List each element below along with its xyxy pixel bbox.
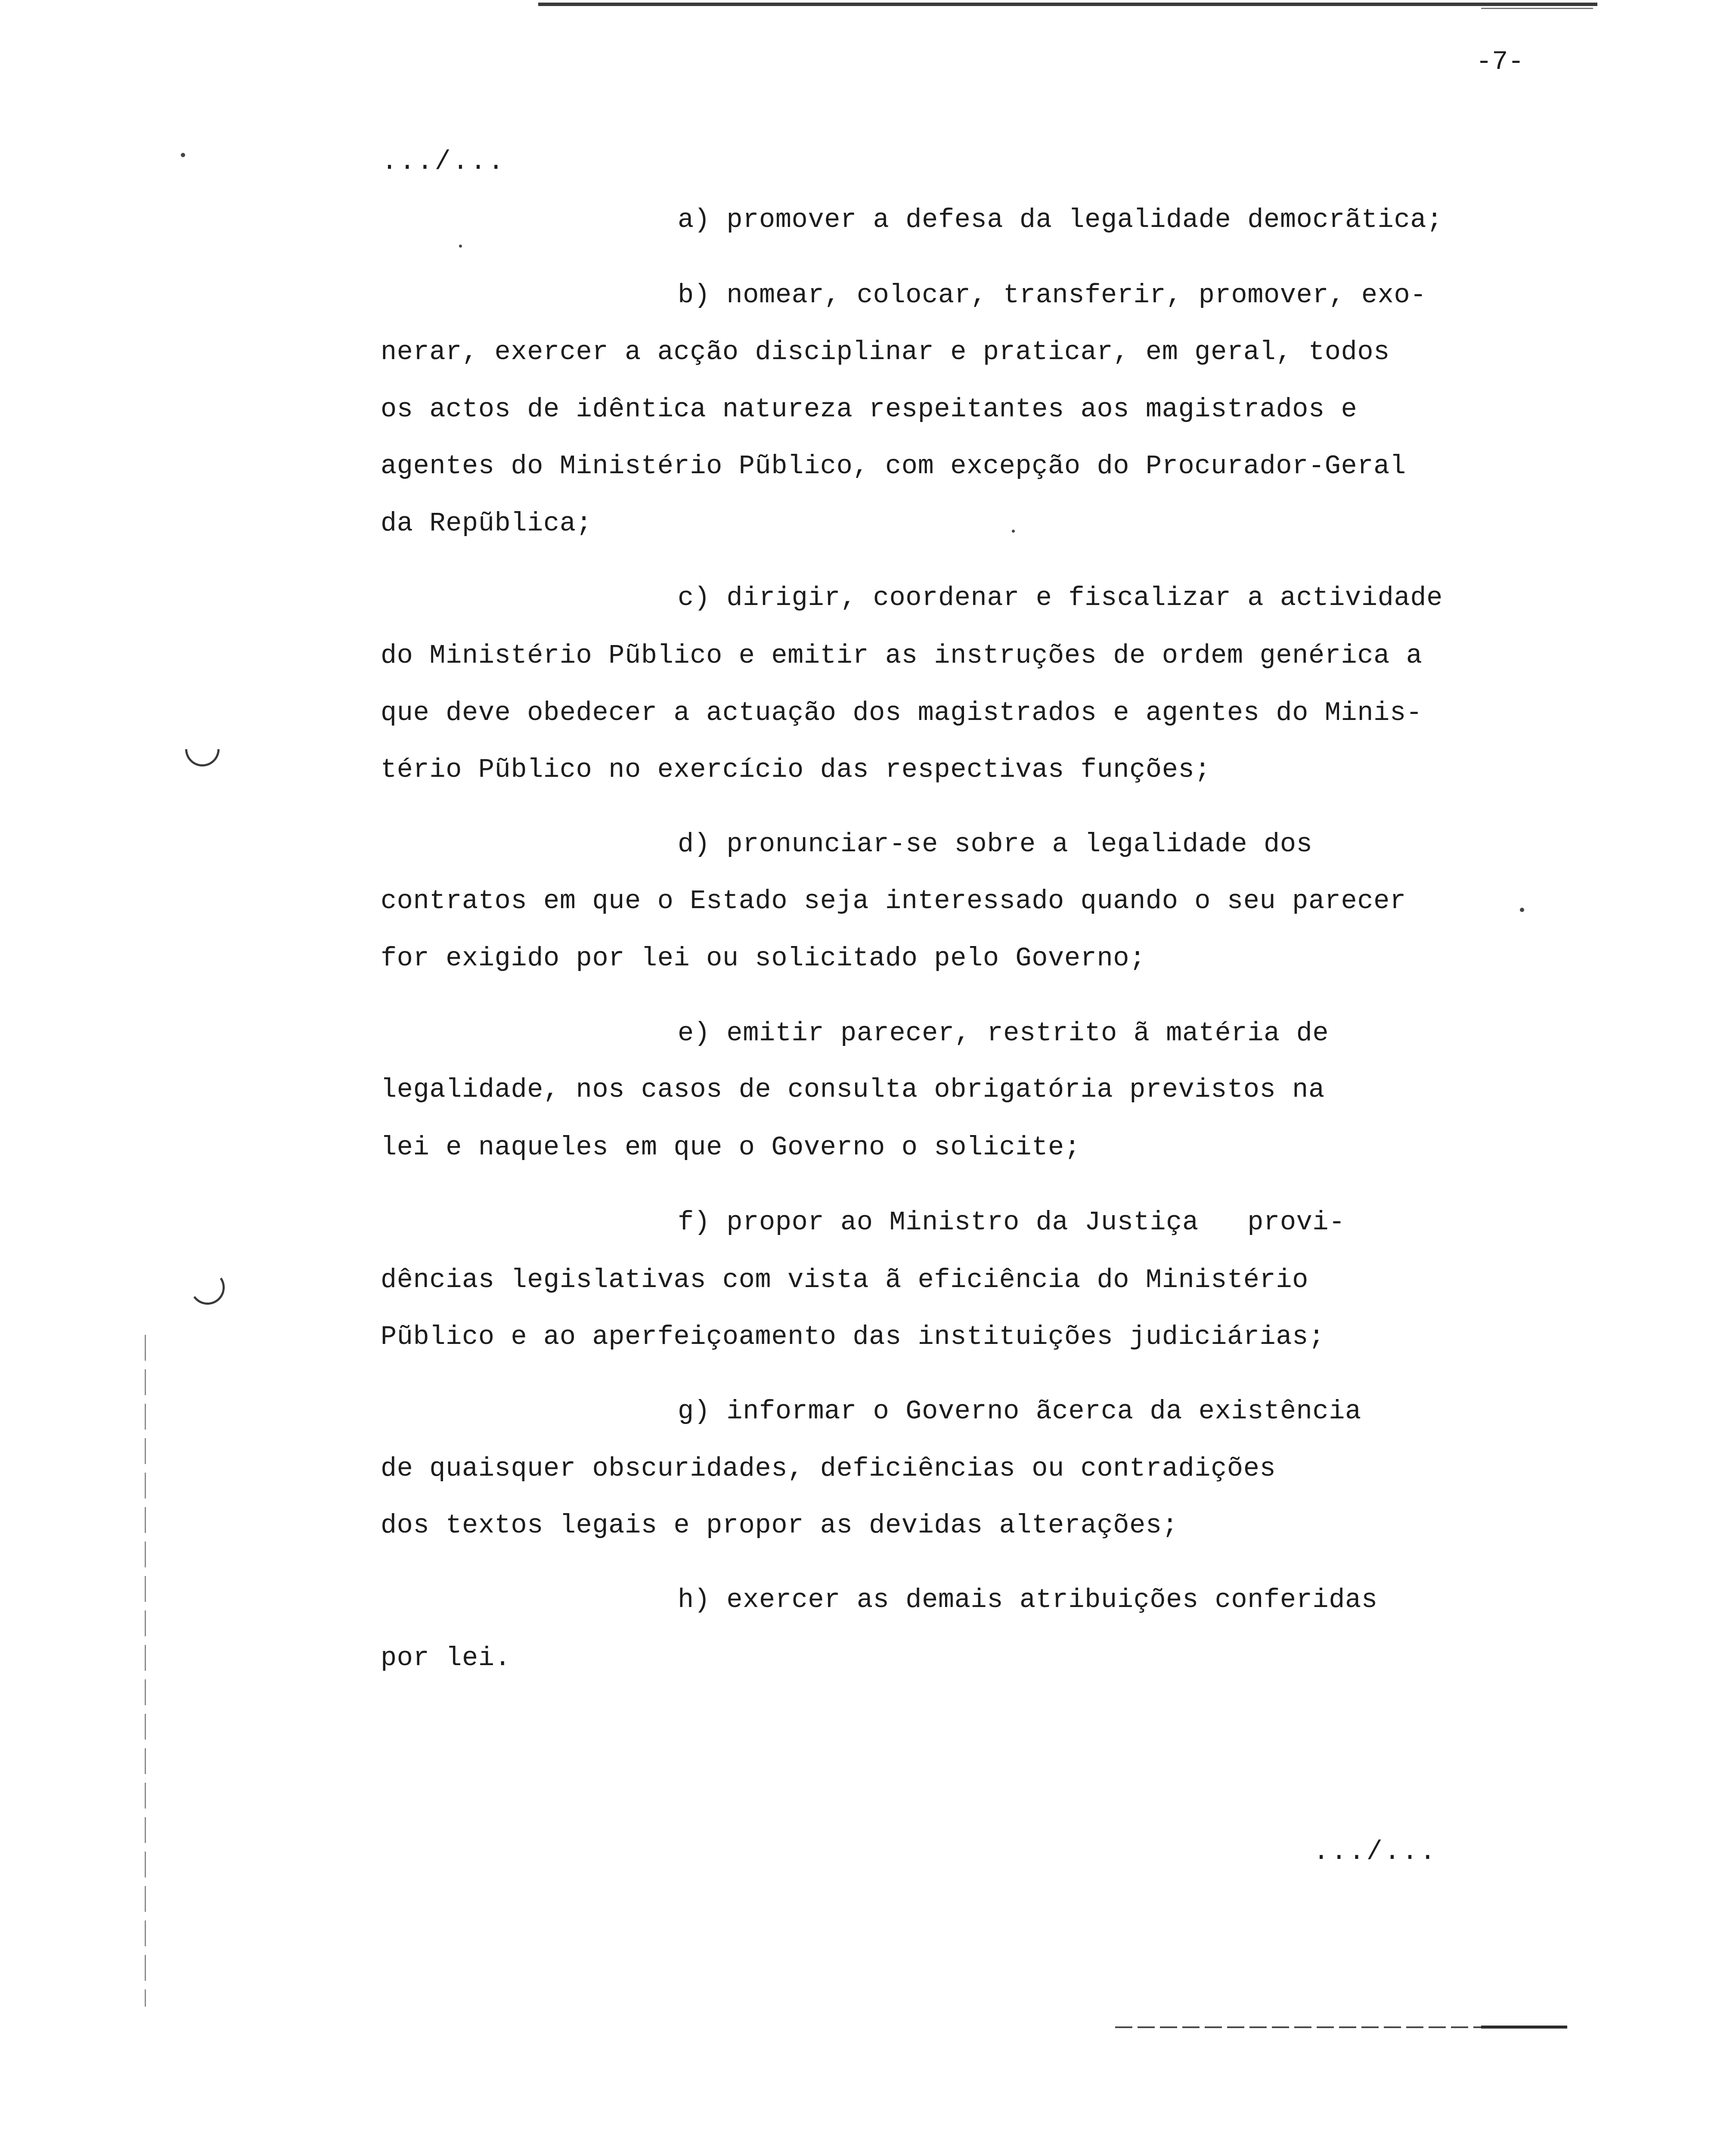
item-b-line-2: nerar, exercer a acção disciplinar e praticar, em geral, todos bbox=[381, 337, 1390, 367]
punch-hole-mark bbox=[178, 725, 226, 773]
item-b-line-3: os actos de idêntica natureza respeitantes aos magistrados e bbox=[381, 394, 1358, 425]
item-c-line-2: do Ministério Pũblico e emitir as instruções de ordem genérica a bbox=[381, 640, 1423, 671]
item-g-line-1: g) informar o Governo ãcerca da existência bbox=[678, 1396, 1361, 1427]
scan-speck bbox=[181, 153, 185, 157]
item-e-line-1: e) emitir parecer, restrito ã matéria de bbox=[678, 1018, 1329, 1049]
item-f-line-2: dências legislativas com vista ã eficiência do Ministério bbox=[381, 1265, 1308, 1295]
item-d-line-1: d) pronunciar-se sobre a legalidade dos bbox=[678, 829, 1313, 859]
punch-hole-mark bbox=[188, 1268, 228, 1308]
bottom-rule-accent bbox=[1481, 2026, 1567, 2029]
item-c-line-4: tério Pũblico no exercício das respectivas funções; bbox=[381, 754, 1211, 785]
item-g-line-3: dos textos legais e propor as devidas alterações; bbox=[381, 1510, 1178, 1541]
scan-speck bbox=[1520, 908, 1524, 912]
item-b-line-1: b) nomear, colocar, transferir, promover, exo- bbox=[678, 280, 1427, 310]
scan-speck bbox=[459, 245, 462, 248]
item-g-line-2: de quaisquer obscuridades, deficiências ou contradições bbox=[381, 1453, 1276, 1484]
item-h-line-2: por lei. bbox=[381, 1643, 511, 1673]
item-h-line-1: h) exercer as demais atribuições conferidas bbox=[678, 1585, 1378, 1615]
margin-line bbox=[145, 1335, 146, 2007]
item-f-line-3: Pũblico e ao aperfeiçoamento das instituições judiciárias; bbox=[381, 1322, 1325, 1352]
item-f-line-1: f) propor ao Ministro da Justiça provi- bbox=[678, 1207, 1345, 1238]
item-b-line-4: agentes do Ministério Pũblico, com excepção do Procurador-Geral bbox=[381, 451, 1406, 481]
page-number: -7- bbox=[1476, 47, 1524, 77]
continuation-bottom: .../... bbox=[1313, 1837, 1438, 1867]
item-e-line-3: lei e naqueles em que o Governo o solicite; bbox=[381, 1132, 1081, 1163]
continuation-top: .../... bbox=[381, 146, 506, 177]
top-rule bbox=[538, 3, 1597, 6]
scan-speck bbox=[1012, 530, 1015, 533]
item-e-line-2: legalidade, nos casos de consulta obrigatória previstos na bbox=[381, 1074, 1325, 1105]
item-d-line-3: for exigido por lei ou solicitado pelo Governo; bbox=[381, 943, 1146, 974]
top-rule-accent bbox=[1481, 8, 1593, 9]
item-d-line-2: contratos em que o Estado seja interessado quando o seu parecer bbox=[381, 886, 1406, 916]
item-b-line-5: da Repũblica; bbox=[381, 508, 592, 539]
item-a-line-1: a) promover a defesa da legalidade democrãtica; bbox=[678, 205, 1443, 235]
item-c-line-1: c) dirigir, coordenar e fiscalizar a actividade bbox=[678, 583, 1443, 613]
item-c-line-3: que deve obedecer a actuação dos magistrados e agentes do Minis- bbox=[381, 698, 1423, 728]
